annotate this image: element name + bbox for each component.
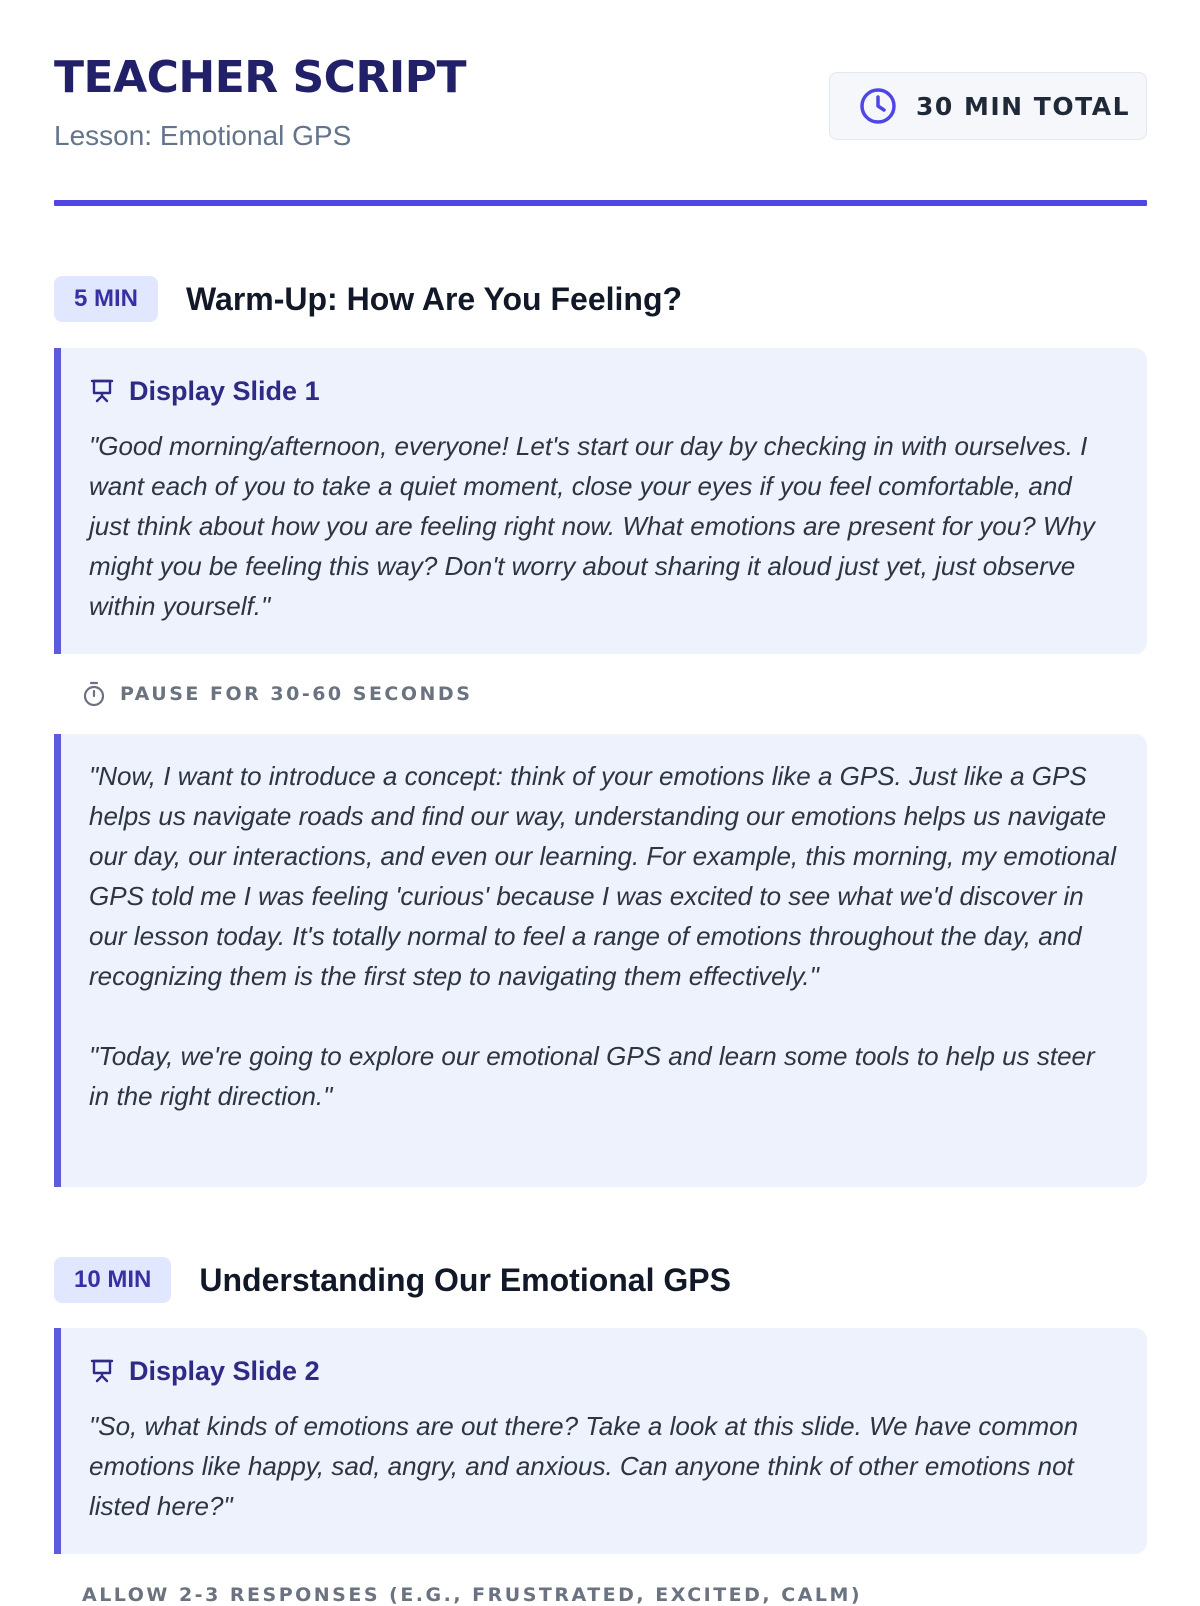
- cutoff-note: ALLOW 2-3 RESPONSES (E.G., FRUSTRATED, EXCITED, CALM): [82, 1584, 863, 1606]
- stopwatch-icon: [82, 681, 106, 707]
- time-badge: 5 MIN: [54, 276, 158, 322]
- script-quote: "Today, we're going to explore our emotional GPS and learn some tools to help us steer in the right direction.": [89, 1041, 1095, 1111]
- clock-icon: [858, 86, 898, 126]
- pause-text: PAUSE FOR 30-60 SECONDS: [120, 683, 473, 705]
- section-title: Understanding Our Emotional GPS: [199, 1261, 731, 1298]
- slide-label: [89, 374, 1119, 408]
- section-header: [54, 274, 1147, 324]
- time-badge: 10 MIN: [54, 1257, 171, 1303]
- section-warm-up: [54, 274, 1147, 324]
- page-title: TEACHER SCRIPT: [54, 52, 466, 103]
- script-box-continued: [54, 734, 1147, 1187]
- presentation-icon: [89, 1358, 115, 1384]
- section-header: [54, 1255, 1147, 1305]
- slide-label: [89, 1354, 1119, 1388]
- script-quote: "Now, I want to introduce a concept: think of your emotions like a GPS. Just like a GPS helps us navigate roads and find our way, understanding our emotions helps us navigate our day, our interactions, and even our learning. For example, this morning, my emotional GPS told me I was feeling 'curious' because I was excited to see what we'd discover in our lesson today. It's totally normal to feel a range of emotions throughout the day, and recognizing them is the first step to navigating them effectively.": [89, 761, 1117, 991]
- script-box-slide-2: [54, 1328, 1147, 1554]
- teacher-script-page: [54, 0, 1147, 1606]
- slide-label-text: Display Slide 1: [129, 375, 320, 406]
- total-time-badge: [829, 72, 1147, 140]
- script-box-slide-1: [54, 348, 1147, 654]
- page-header: [54, 0, 1147, 206]
- header-divider: [54, 200, 1147, 206]
- slide-label-text: Display Slide 2: [129, 1355, 320, 1386]
- lesson-subtitle: Lesson: Emotional GPS: [54, 120, 352, 151]
- total-time-label: 30 MIN TOTAL: [916, 91, 1130, 121]
- script-quote: "So, what kinds of emotions are out there? Take a look at this slide. We have common emotions like happy, sad, angry, and anxious. Can anyone think of other emotions not listed here?": [89, 1411, 1079, 1521]
- section-understanding: [54, 1255, 1147, 1305]
- pause-note: [54, 654, 1147, 734]
- script-quote: "Good morning/afternoon, everyone! Let's start our day by checking in with ourselves. I want each of you to take a quiet moment, close your eyes if you feel comfortable, and just think about how you are feeling right now. What emotions are present for you? Why might you be feeling this way? Don't worry about sharing it aloud just yet, just observe within yourself.": [89, 431, 1095, 621]
- section-title: Warm-Up: How Are You Feeling?: [186, 280, 683, 317]
- presentation-icon: [89, 378, 115, 404]
